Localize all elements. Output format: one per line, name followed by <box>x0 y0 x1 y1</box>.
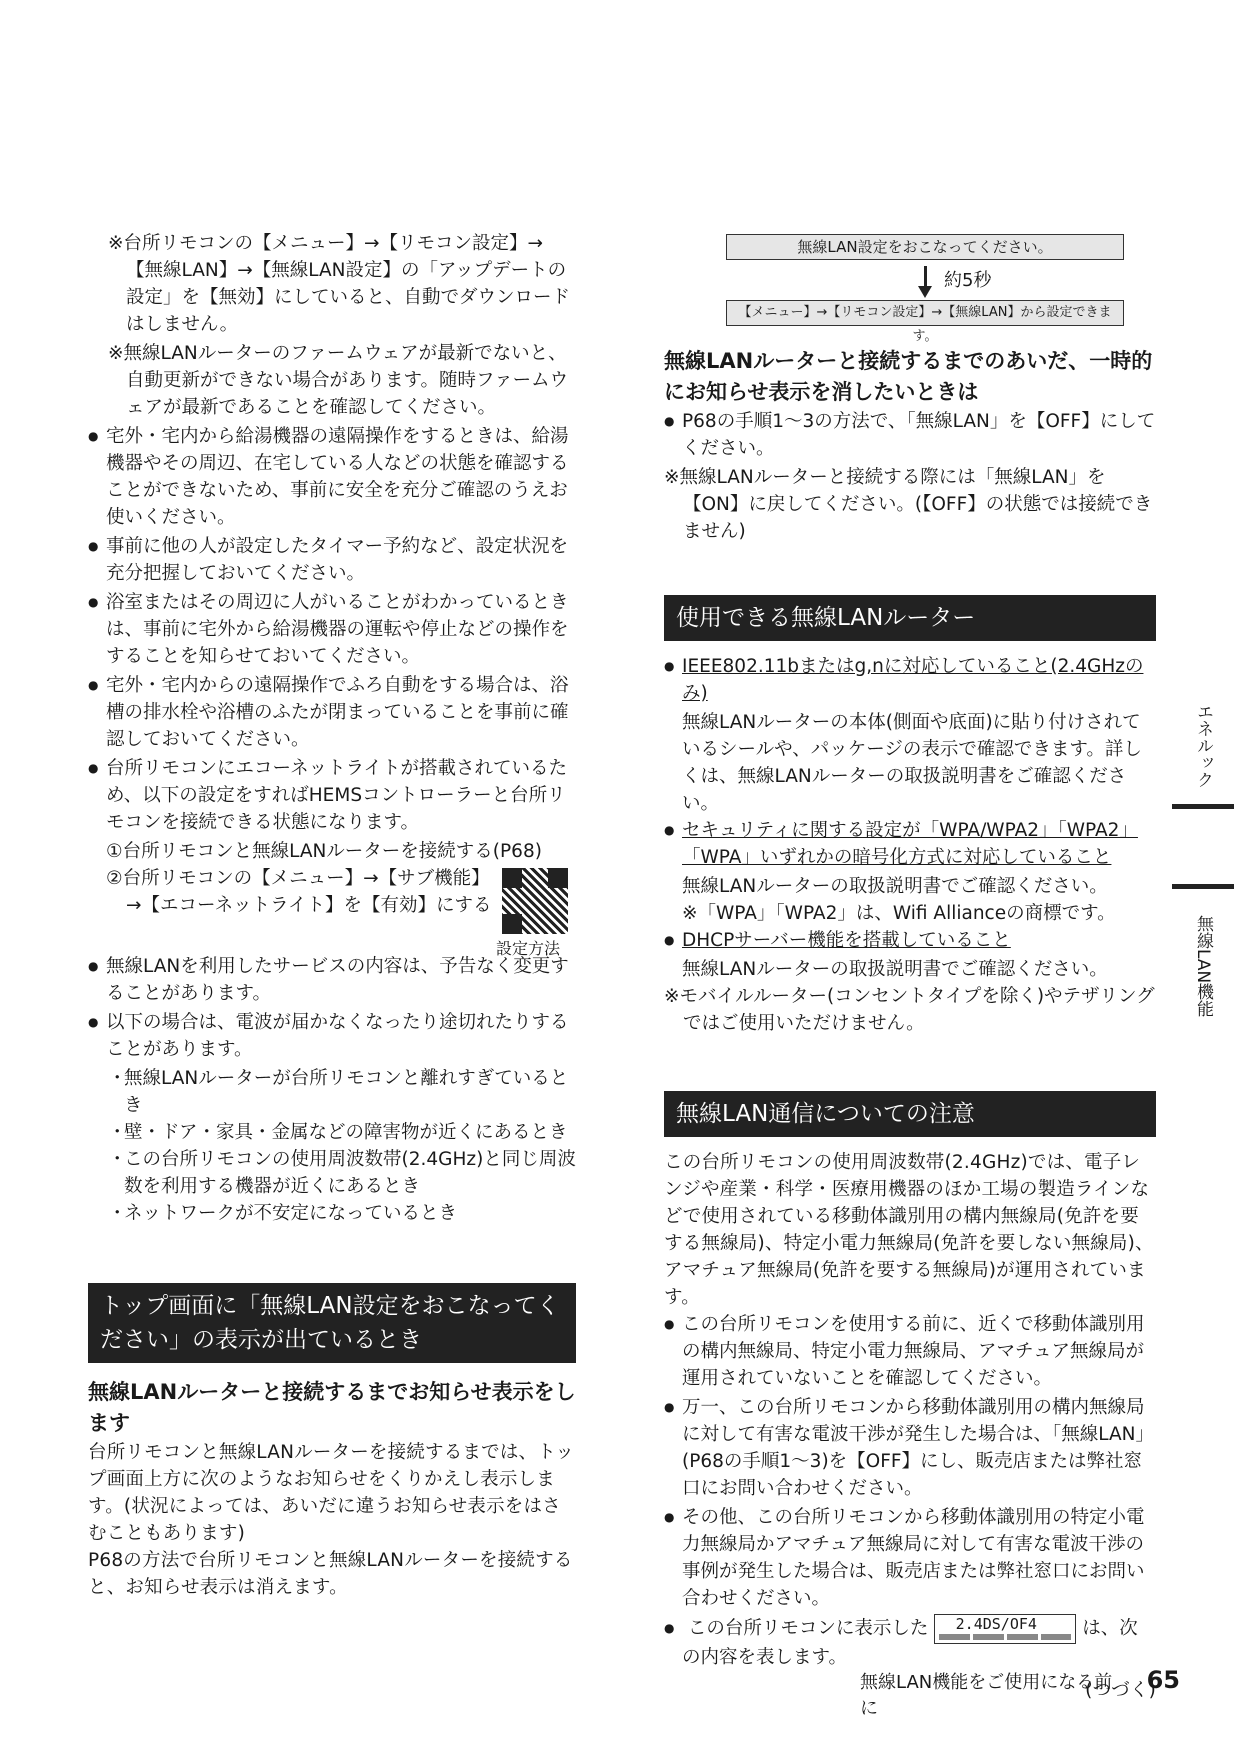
body-notice-clear: P68の方法で台所リモコンと無線LANルーターを接続すると、お知らせ表示は消えます。 <box>88 1550 573 1598</box>
caution-bullet-check: ● この台所リモコンを使用する前に、近くで移動体識別用の構内無線局、特定小電力無線局、アマチュア無線局が運用されていないことを確認してください。 <box>664 1311 1156 1392</box>
side-tab-enelook-label: エネルック <box>1193 702 1213 788</box>
wait-label: 約5秒 <box>944 270 992 291</box>
arrow-head-icon <box>918 286 932 298</box>
sub-obstacle: ・ 壁・ドア・家具・金属などの障害物が近くにあるとき <box>88 1119 576 1146</box>
qr-caption: 設定方法 <box>496 939 561 958</box>
router-note-mobile: ※モバイルルーター(コンセントタイプを除く)やテザリングではご使用いただけません。 <box>664 986 1155 1034</box>
arrow-down-icon <box>924 266 927 288</box>
left-column <box>88 230 576 1601</box>
router-req-standard: ● IEEE802.11bまたはg,nに対応していること(2.4GHzのみ) <box>664 653 1156 707</box>
bullet-bath-auto: ● 宅外・宅内からの遠隔操作でふろ自動をする場合は、浴槽の排水栓や浴槽のふたが閉まっていることを事前に確認しておいてください。 <box>88 672 576 753</box>
side-tab-wlan <box>1172 884 1234 1031</box>
section-title-wlan-caution: 無線LAN通信についての注意 <box>664 1091 1156 1137</box>
side-tab-wlan-label: 無線LAN機能 <box>1193 914 1213 1018</box>
caution-bullet-other: ● その他、この台所リモコンから移動体識別用の特定小電力無線局かアマチュア無線局に対して有害な電波干渉の事例が発生した場合は、販売店または弊社窓口にお問い合わせください。 <box>664 1504 1156 1612</box>
right-column <box>664 234 1156 1704</box>
footer-title: 無線LAN機能をご使用になる前に <box>860 1672 1113 1719</box>
step-2-cont: →【エコーネットライト】を【有効】にする <box>126 895 492 916</box>
display-arrow <box>664 260 1156 300</box>
router-req-dhcp: ● DHCPサーバー機能を搭載していること <box>664 927 1156 954</box>
note-auto-download: ※台所リモコンの【メニュー】→【リモコン設定】→【無線LAN】→【無線LAN設定】の「アップデートの設定」を【無効】にしていると、自動でダウンロードはしません。 <box>108 233 571 335</box>
router-req-security: ● セキュリティに関する設定が「WPA/WPA2」「WPA2」「WPA」いずれかの暗号化方式に対応していること <box>664 817 1156 871</box>
qr-code-icon <box>502 868 568 934</box>
caution-bullet-interference: ● 万一、この台所リモコンから移動体識別用の構内無線局に対して有害な電波干渉が発生した場合は、「無線LAN」(P68の手順1〜3)を【OFF】にし、販売店または弊社窓口にお問い合わせください。 <box>664 1394 1156 1502</box>
bullet-signal: ● 以下の場合は、電波が届かなくなったり途切れたりすることがあります。 <box>88 1009 576 1063</box>
note-firmware: ※無線LANルーターのファームウェアが最新でないと、自動更新ができない場合があります。随時ファームウェアが最新であることを確認してください。 <box>108 343 569 418</box>
lcd-indicator: 2.4DS/OF4 <box>934 1614 1076 1644</box>
body-notice: 台所リモコンと無線LANルーターを接続するまでは、トップ画面上方に次のようなお知らせをくりかえし表示します。(状況によっては、あいだに違うお知らせ表示をはさむこともあります) <box>88 1442 575 1544</box>
step-1: ①台所リモコンと無線LANルーターを接続する(P68) <box>106 841 542 862</box>
footer <box>860 1666 1180 1720</box>
lcd-bars <box>939 1634 1071 1640</box>
router-req-security-detail: 無線LANルーターの取扱説明書でご確認ください。 <box>682 876 1108 897</box>
router-req-dhcp-detail: 無線LANルーターの取扱説明書でご確認ください。 <box>682 959 1108 980</box>
section-title-top-screen: トップ画面に「無線LAN設定をおこなってください」の表示が出ているとき <box>88 1283 576 1363</box>
subhead-notice: 無線LANルーターと接続するまでお知らせ表示をします <box>88 1380 576 1435</box>
router-req-standard-detail: 無線LANルーターの本体(側面や底面)に貼り付けされているシールや、パッケージの表示で確認できます。詳しくは、無線LANルーターの取扱説明書をご確認ください。 <box>682 712 1142 814</box>
bullet-timer: ● 事前に他の人が設定したタイマー予約など、設定状況を充分把握しておいてください。 <box>88 533 576 587</box>
subhead-temp-hide: 無線LANルーターと接続するまでのあいだ、一時的にお知らせ表示を消したいときは <box>664 349 1153 404</box>
side-tab-divider <box>1172 804 1234 809</box>
sub-distance: ・ 無線LANルーターが台所リモコンと離れすぎているとき <box>88 1065 576 1119</box>
section-title-routers: 使用できる無線LANルーター <box>664 595 1156 641</box>
bullet-bathroom: ● 浴室またはその周辺に人がいることがわかっているときは、事前に宅外から給湯機器の運転や停止などの操作をすることを知らせておいてください。 <box>88 589 576 670</box>
bullet-remote-safety: ● 宅外・宅内から給湯機器の遠隔操作をするときは、給湯機器やその周辺、在宅している人などの状態を確認することができないため、事前に安全を充分ご確認のうえお使いください。 <box>88 423 576 531</box>
bullet-echonet: ● 台所リモコンにエコーネットライトが搭載されているため、以下の設定をすればHEMSコントローラーと台所リモコンを接続できる状態になります。 <box>88 755 576 836</box>
step-2: ②台所リモコンの【メニュー】→【サブ機能】 <box>106 868 490 889</box>
router-req-security-note: ※「WPA」「WPA2」は、Wifi Allianceの商標です。 <box>682 903 1116 924</box>
bullet-wlan-off: ● P68の手順1〜3の方法で、「無線LAN」を【OFF】にしてください。 <box>664 408 1156 462</box>
echonet-steps <box>88 838 576 958</box>
side-tab-divider-2 <box>1172 884 1234 889</box>
continued-label: (つづく) <box>1085 1680 1156 1701</box>
sub-frequency: ・ この台所リモコンの使用周波数帯(2.4GHz)と同じ周波数を利用する機器が近くにあるとき <box>88 1146 576 1200</box>
display-message-1: 無線LAN設定をおこなってください。 <box>726 234 1124 260</box>
bullet-service-change: ● 無線LANを利用したサービスの内容は、予告なく変更することがあります。 <box>88 953 576 1007</box>
sub-network: ・ ネットワークが不安定になっているとき <box>88 1200 576 1227</box>
side-tab-enelook <box>1172 700 1234 809</box>
note-wlan-on: ※無線LANルーターと接続する際には「無線LAN」を【ON】に戻してください。(【OFF】の状態では接続できません) <box>664 467 1153 542</box>
page-number: 65 <box>1146 1666 1180 1694</box>
caution-bullet-lcd: ● この台所リモコンに表示した 2.4DS/OF4 は、次の内容を表します。 <box>664 1614 1156 1671</box>
display-message-2: 【メニュー】→【リモコン設定】→【無線LAN】から設定できます。 <box>726 300 1124 326</box>
caution-body: この台所リモコンの使用周波数帯(2.4GHz)では、電子レンジや産業・科学・医療用機器のほか工場の製造ラインなどで使用されている移動体識別用の構内無線局(免許を要する無線局)、特定小電力無線局(免許を要しない無線局)、アマチュア無線局(免許を要する無線局)が運用されています。 <box>664 1152 1154 1308</box>
